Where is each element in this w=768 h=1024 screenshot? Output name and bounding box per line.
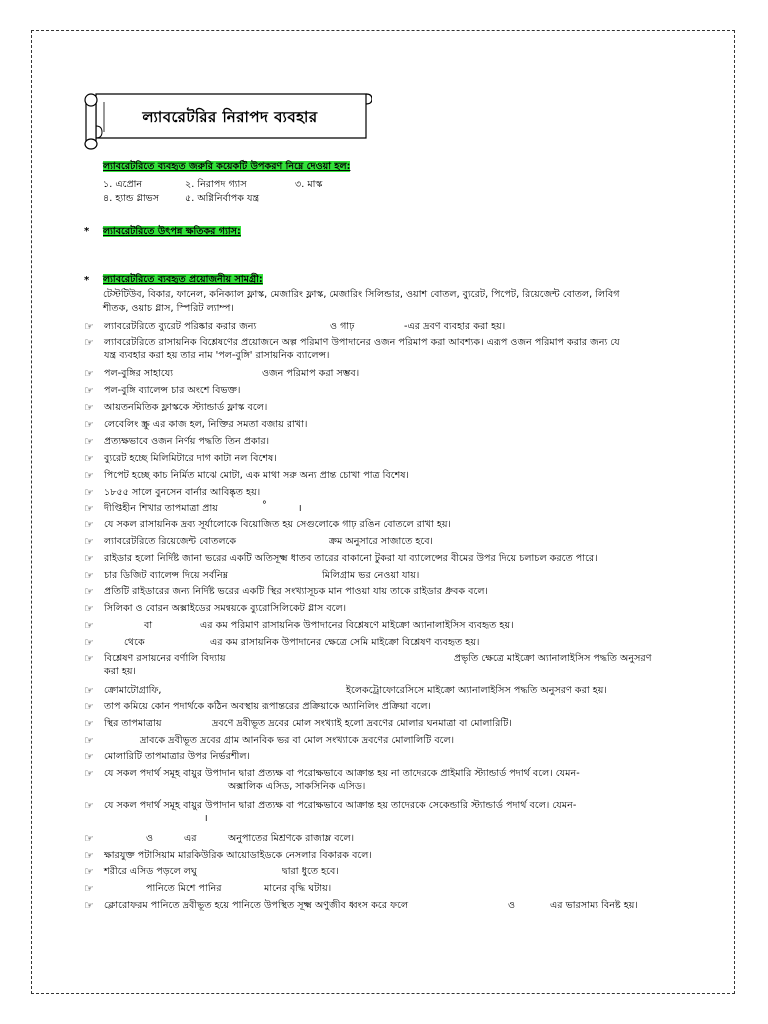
- pointing-hand-icon: ☞: [84, 435, 94, 448]
- pointing-hand-icon: ☞: [84, 767, 94, 780]
- pointing-hand-icon: ☞: [84, 469, 94, 482]
- pointing-hand-icon: ☞: [84, 418, 94, 431]
- pointing-hand-icon: ☞: [84, 367, 94, 380]
- pointing-hand-icon: ☞: [84, 486, 94, 499]
- title-banner: [80, 88, 372, 150]
- pointing-hand-icon: ☞: [84, 336, 94, 349]
- pointing-hand-icon: ☞: [84, 717, 94, 730]
- materials-heading: ল্যাবরেটরিতে ব্যবহৃত প্রয়োজনীয় সামগ্রী:: [103, 274, 263, 285]
- star-bullet: *: [84, 275, 90, 286]
- pointing-hand-icon: ☞: [84, 684, 94, 697]
- pointing-hand-icon: ☞: [84, 502, 94, 515]
- equipment-item: ৩. মাস্ক: [295, 179, 323, 190]
- materials-line: শীতক, ওয়াচ গ্লাস, স্পিরিট ল্যাম্প।: [103, 303, 234, 314]
- pointing-hand-icon: ☞: [84, 535, 94, 548]
- pointing-hand-icon: ☞: [84, 652, 94, 665]
- equipment-heading: ল্যাবরেটরিতে ব্যবহৃত জরুরি কয়েকটি উপকরণ নিম্নে দেওয়া হল:: [103, 161, 351, 172]
- pointing-hand-icon: ☞: [84, 518, 94, 531]
- gas-heading: ল্যাবরেটরিতে উৎপন্ন ক্ষতিকর গ্যাস:: [103, 226, 241, 237]
- pointing-hand-icon: ☞: [84, 401, 94, 414]
- equipment-item: ৫. অগ্নিনির্বাপক যন্ত্র: [185, 193, 260, 204]
- pointing-hand-icon: ☞: [84, 619, 94, 632]
- equipment-item: ১. এপ্রোন: [103, 179, 143, 190]
- pointing-hand-icon: ☞: [84, 750, 94, 763]
- equipment-item: ২. নিরাপদ গ্যাস: [185, 179, 247, 190]
- pointing-hand-icon: ☞: [84, 585, 94, 598]
- pointing-hand-icon: ☞: [84, 552, 94, 565]
- pointing-hand-icon: ☞: [84, 636, 94, 649]
- pointing-hand-icon: ☞: [84, 320, 94, 333]
- pointing-hand-icon: ☞: [84, 569, 94, 582]
- pointing-hand-icon: ☞: [84, 734, 94, 747]
- pointing-hand-icon: ☞: [84, 882, 94, 895]
- pointing-hand-icon: ☞: [84, 849, 94, 862]
- pointing-hand-icon: ☞: [84, 865, 94, 878]
- pointing-hand-icon: ☞: [84, 899, 94, 912]
- pointing-hand-icon: ☞: [84, 384, 94, 397]
- pointing-hand-icon: ☞: [84, 602, 94, 615]
- materials-line: টেস্টটিউব, বিকার, ফানেল, কনিক্যাল ফ্লাস্ক, মেজারিং ফ্লাস্ক, মেজারিং সিলিন্ডার, ওয়াশ বোতল, ব্যুরেট, পিপেট, রিয়েজেন্ট বোতল, লিবিগ: [103, 289, 620, 300]
- star-bullet: *: [84, 226, 90, 237]
- equipment-item: ৪. হ্যান্ড গ্লাভস: [103, 193, 160, 204]
- pointing-hand-icon: ☞: [84, 799, 94, 812]
- pointing-hand-icon: ☞: [84, 832, 94, 845]
- pointing-hand-icon: ☞: [84, 700, 94, 713]
- pointing-hand-icon: ☞: [84, 452, 94, 465]
- page-title: ল্যাবরেটরির নিরাপদ ব্যবহার: [142, 108, 318, 126]
